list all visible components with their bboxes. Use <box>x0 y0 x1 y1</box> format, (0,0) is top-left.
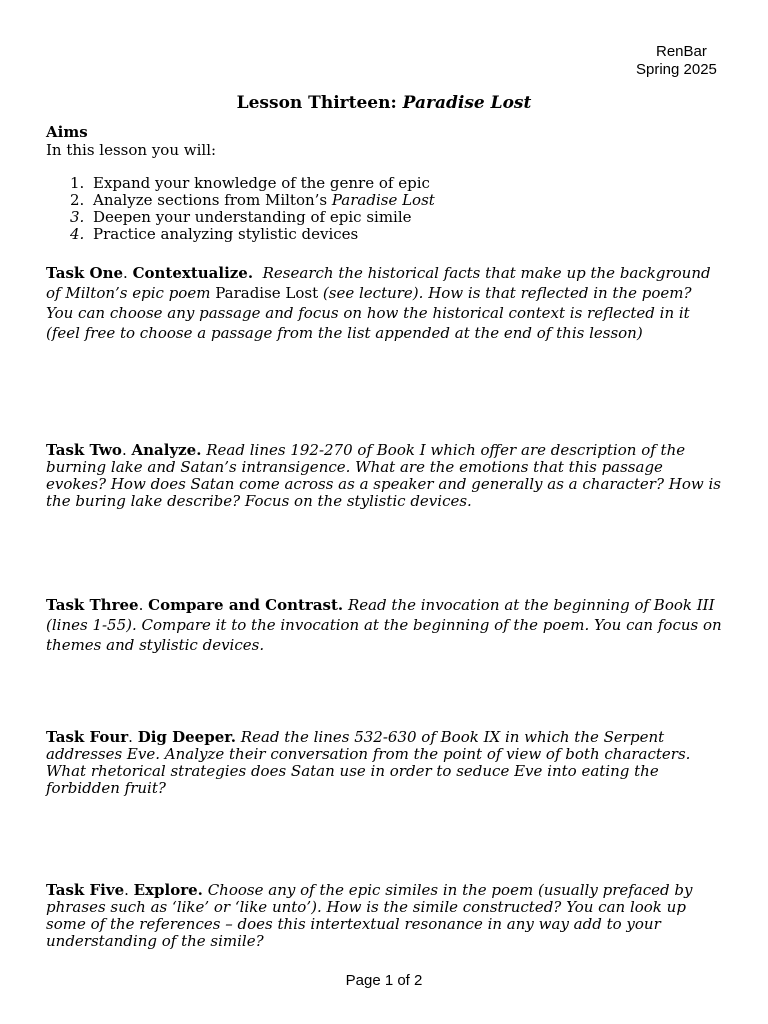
task-label: Task Two <box>46 441 122 459</box>
aim-item <box>70 209 412 226</box>
task-text: Read the lines 532-630 of Book IX in which the Serpent addresses Eve. Analyze their conversation from the point of view of both characters. What rhetorical strategies does Satan use in order to seduce Eve into eating the forbidden fruit? <box>46 728 691 797</box>
title-prefix: Lesson Thirteen: <box>236 93 403 113</box>
task-name: Explore. <box>133 881 203 899</box>
aim-item <box>70 192 435 209</box>
task-text-work: Paradise Lost <box>215 284 319 302</box>
task-label: Task Five <box>46 881 125 899</box>
aim-number: 3. <box>70 208 85 226</box>
task-text: Choose any of the epic similes in the poem (usually prefaced by phrases such as ‘like’ or ‘like unto’). How is the simile constructed? You can look up some of the references – does this intertextual resonance in any way add to your understanding of the simile? <box>46 881 693 950</box>
aim-text: Expand your knowledge of the genre of epic <box>93 174 430 192</box>
aim-number: 2. <box>70 191 85 209</box>
aim-number: 1. <box>70 174 85 192</box>
aim-text: Practice analyzing stylistic devices <box>93 225 359 243</box>
task-text: Research the historical facts that make up the background of Milton’s epic poem <box>46 264 711 302</box>
page-number: Page 1 of 2 <box>345 972 423 989</box>
aim-number: 4. <box>70 225 85 243</box>
task-text-rest: (see lecture). How is that reflected in the poem? You can choose any passage and focus on how the historical context is reflected in it (feel free to choose a passage from the list appended at the end of this lesson) <box>46 284 692 342</box>
task-name: Compare and Contrast. <box>148 596 344 614</box>
task-name: Contextualize. <box>132 264 254 282</box>
aim-text: Analyze sections from Milton’s <box>93 191 332 209</box>
aims-heading: Aims <box>46 123 88 141</box>
task-two: Task Two. Analyze. Read lines 192-270 of Book I which offer are description of the burning lake and Satan’s intransigence. What are the emotions that this passage evokes? How does Satan come across as a speaker and generally as a character? How is the buring lake describe? Focus on the stylistic devices. <box>46 441 721 510</box>
task-text: Read lines 192-270 of Book I which offer are description of the burning lake and Satan’s intransigence. What are the emotions that this passage evokes? How does Satan come across as a speaker and generally as a character? How is the buring lake describe? Focus on the stylistic devices. <box>46 441 721 510</box>
aim-text-italic: Paradise Lost <box>331 191 435 209</box>
header-author: RenBar <box>656 43 707 60</box>
task-label: Task Three <box>46 596 139 614</box>
aim-text: Deepen your understanding of epic simile <box>93 208 412 226</box>
task-name: Dig Deeper. <box>137 728 236 746</box>
task-label: Task One <box>46 264 124 282</box>
task-three: Task Three. Compare and Contrast. Read the invocation at the beginning of Book III (lines 1-55). Compare it to the invocation at the beginning of the poem. You can focus on themes and stylistic devices. <box>46 596 722 654</box>
task-four: Task Four. Dig Deeper. Read the lines 532-630 of Book IX in which the Serpent addresses Eve. Analyze their conversation from the point of view of both characters. What rhetorical strategies does Satan use in order to seduce Eve into eating the forbidden fruit? <box>46 728 691 797</box>
task-name: Analyze. <box>131 441 202 459</box>
task-five: Task Five. Explore. Choose any of the epic similes in the poem (usually prefaced by phrases such as ‘like’ or ‘like unto’). How is the simile constructed? You can look up some of the references – does this intertextual resonance in any way add to your understanding of the simile? <box>46 881 693 950</box>
task-text: Read the invocation at the beginning of Book III (lines 1-55). Compare it to the invocation at the beginning of the poem. You can focus on themes and stylistic devices. <box>46 596 722 654</box>
task-one: Task One. Contextualize. Research the historical facts that make up the background of Milton’s epic poem Paradise Lost (see lecture). How is that reflected in the poem? You can choose any passage and focus on how the historical context is reflected in it (feel free to choose a passage from the list appended at the end of this lesson) <box>46 264 711 342</box>
aim-item <box>70 226 358 243</box>
aim-item <box>70 175 430 192</box>
task-label: Task Four <box>46 728 129 746</box>
header-term: Spring 2025 <box>636 61 717 78</box>
title-work: Paradise Lost <box>402 93 532 113</box>
aims-intro: In this lesson you will: <box>46 141 217 159</box>
page-title <box>0 93 768 113</box>
